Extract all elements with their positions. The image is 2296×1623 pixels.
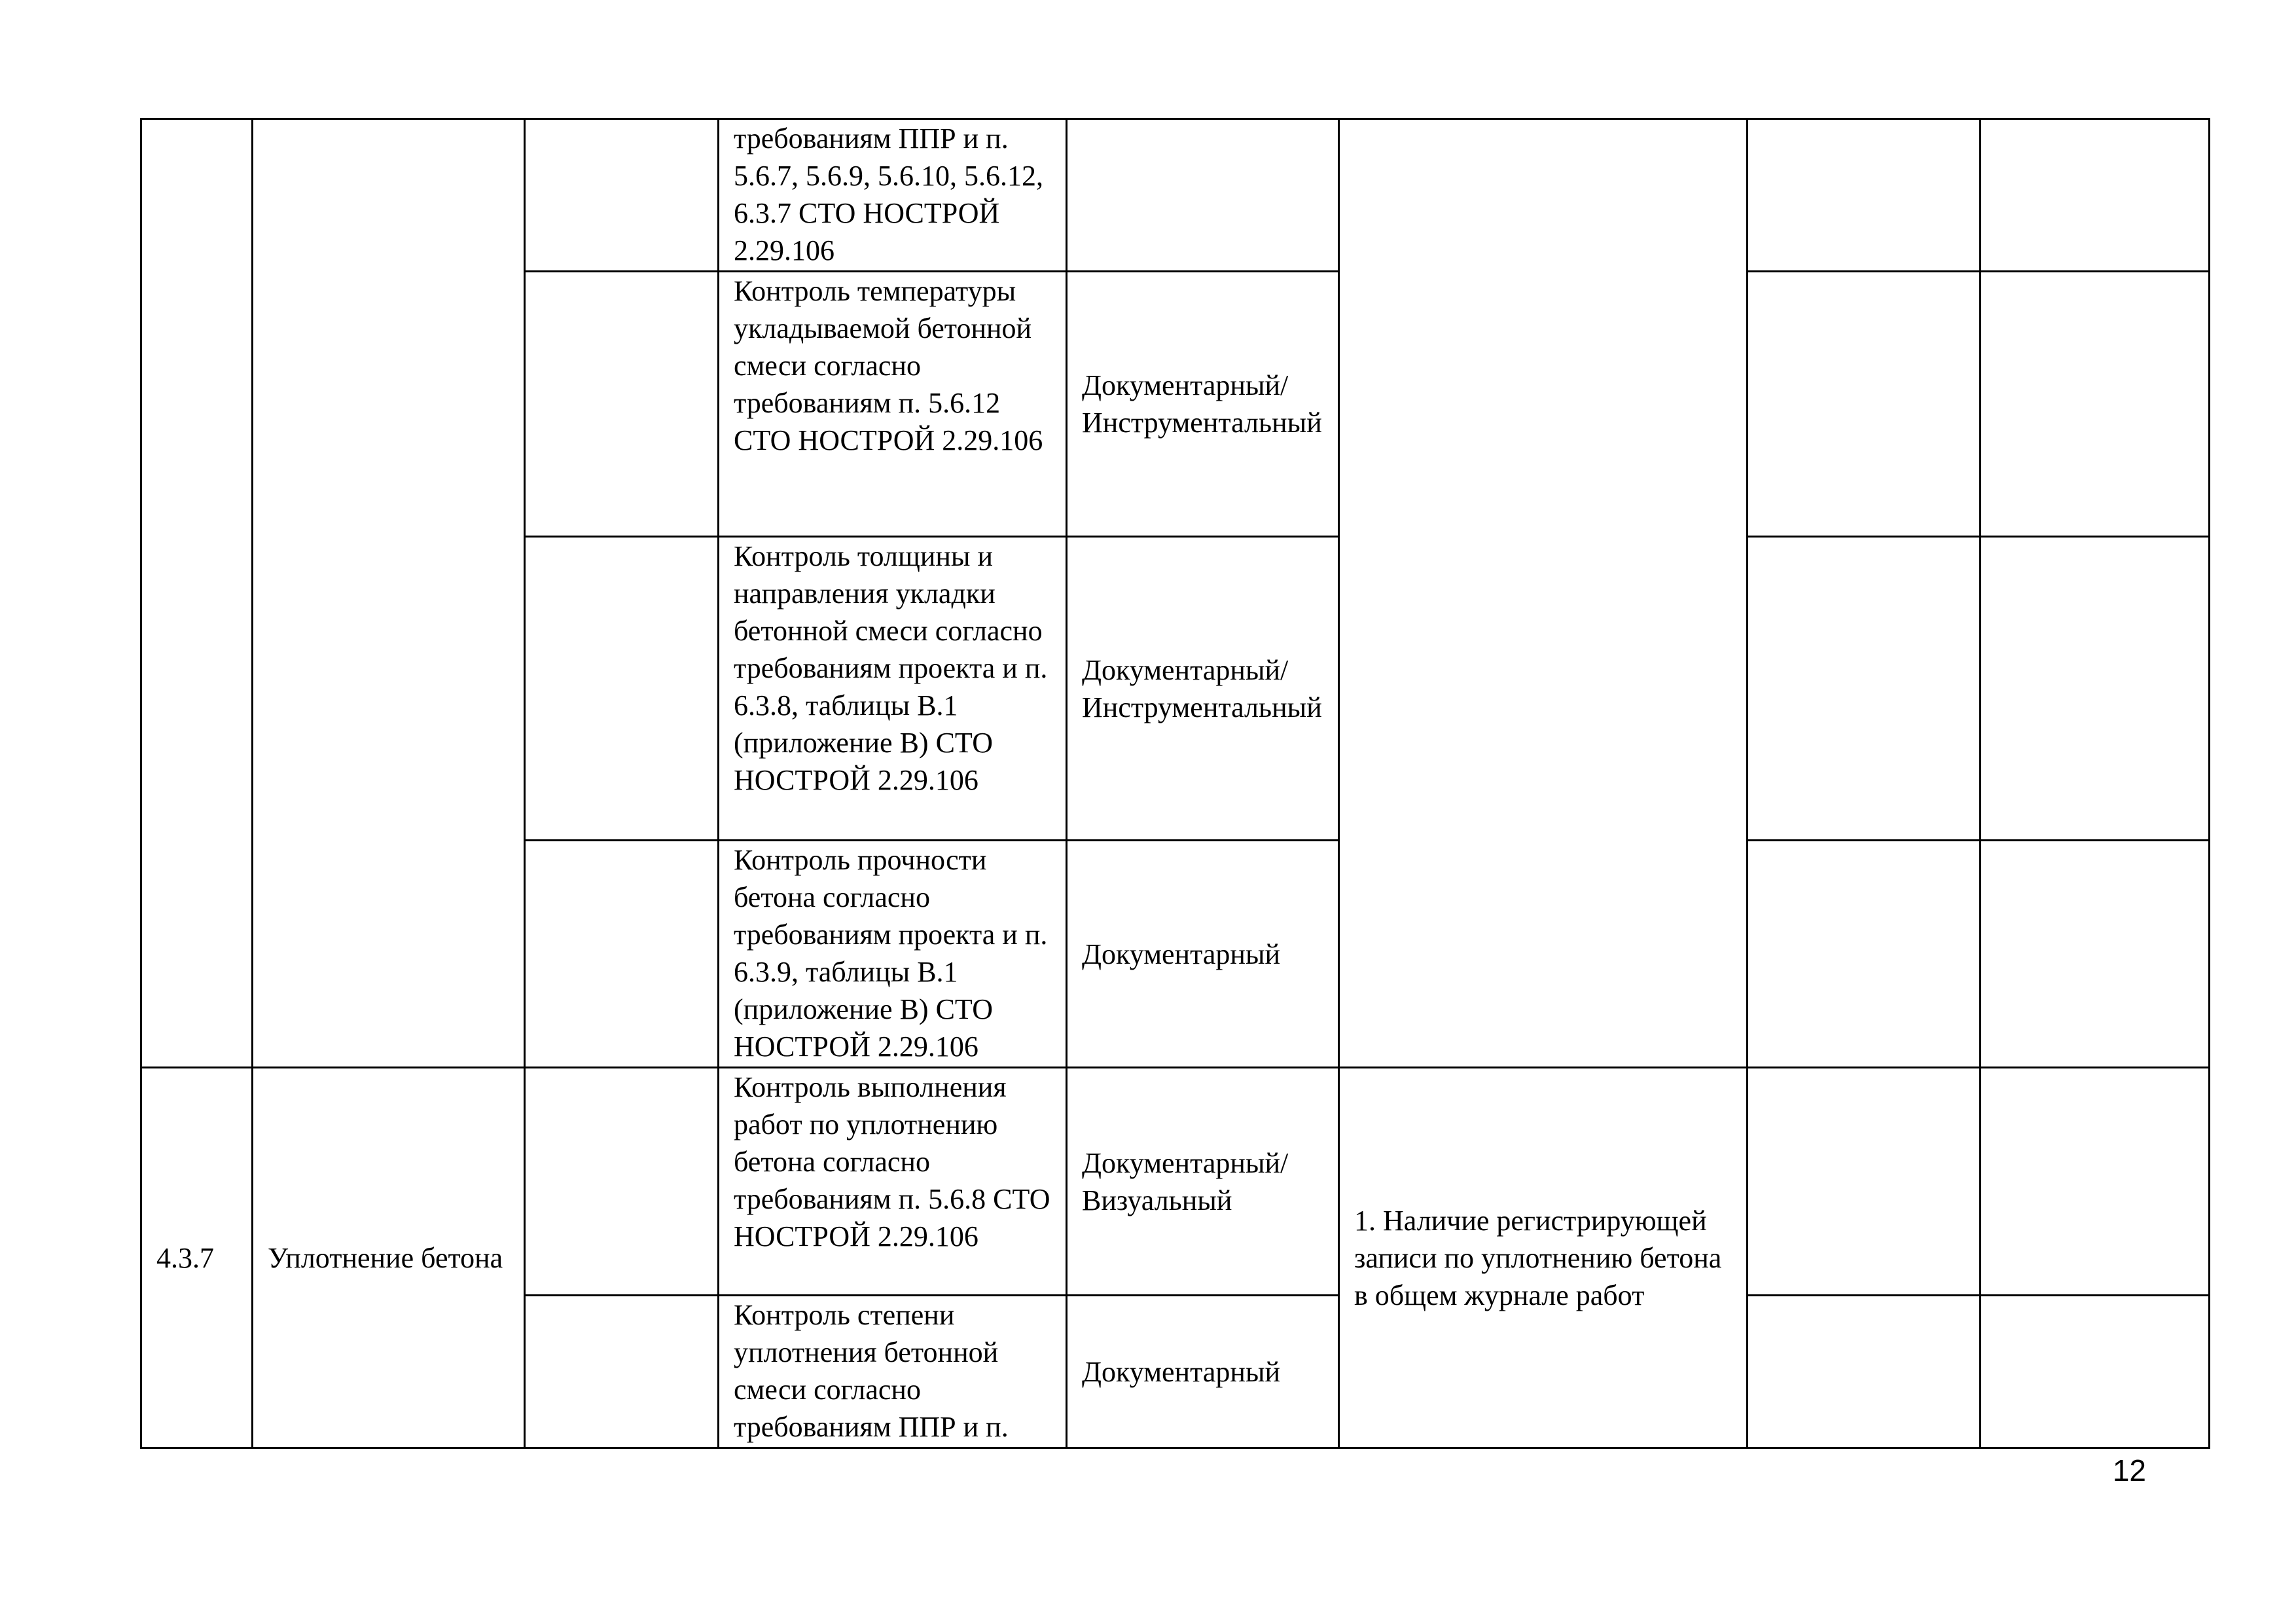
documentation-cell: 1. Наличие регистрирующей записи по уплотнению бетона в общем журнале работ (1339, 1068, 1748, 1448)
empty-cell (1748, 119, 1981, 272)
empty-cell (525, 1068, 719, 1296)
empty-cell (1748, 1296, 1981, 1448)
control-method-cell: Документарный/ Визуальный (1067, 1068, 1339, 1296)
control-method-cell: Документарный (1067, 841, 1339, 1068)
control-method-cell: Документарный/ Инструментальный (1067, 272, 1339, 537)
empty-cell (525, 119, 719, 272)
empty-cell (1981, 1068, 2210, 1296)
item-number-cell (141, 119, 253, 1068)
control-method-cell: Документарный (1067, 1296, 1339, 1448)
empty-cell (525, 841, 719, 1068)
control-method-cell: Документарный/ Инструментальный (1067, 537, 1339, 841)
control-description-cell: Контроль прочности бетона согласно требованиям проекта и п. 6.3.9, таблицы В.1 (приложение В) СТО НОСТРОЙ 2.29.106 (719, 841, 1067, 1068)
empty-cell (525, 272, 719, 537)
control-description-cell: Контроль температуры укладываемой бетонной смеси согласно требованиям п. 5.6.12 СТО НОСТРОЙ 2.29.106 (719, 272, 1067, 537)
documentation-cell (1339, 119, 1748, 1068)
control-description-cell: требованиям ППР и п. 5.6.7, 5.6.9, 5.6.10, 5.6.12, 6.3.7 СТО НОСТРОЙ 2.29.106 (719, 119, 1067, 272)
control-table (140, 118, 2210, 1449)
empty-cell (525, 537, 719, 841)
table-row (141, 1068, 2210, 1296)
empty-cell (1748, 537, 1981, 841)
empty-cell (1981, 841, 2210, 1068)
item-number-cell: 4.3.7 (141, 1068, 253, 1448)
item-name-cell (253, 119, 525, 1068)
control-description-cell: Контроль толщины и направления укладки бетонной смеси согласно требованиям проекта и п. 6.3.8, таблицы В.1 (приложение В) СТО НОСТРОЙ 2.29.106 (719, 537, 1067, 841)
empty-cell (1748, 1068, 1981, 1296)
empty-cell (1981, 272, 2210, 537)
control-description-cell: Контроль выполнения работ по уплотнению бетона согласно требованиям п. 5.6.8 СТО НОСТРОЙ 2.29.106 (719, 1068, 1067, 1296)
item-name-cell: Уплотнение бетона (253, 1068, 525, 1448)
table-row (141, 119, 2210, 272)
empty-cell (525, 1296, 719, 1448)
control-description-cell: Контроль степени уплотнения бетонной смеси согласно требованиям ППР и п. (719, 1296, 1067, 1448)
empty-cell (1981, 1296, 2210, 1448)
empty-cell (1748, 841, 1981, 1068)
control-method-cell (1067, 119, 1339, 272)
empty-cell (1981, 537, 2210, 841)
empty-cell (1748, 272, 1981, 537)
page-number: 12 (2112, 1453, 2146, 1487)
empty-cell (1981, 119, 2210, 272)
